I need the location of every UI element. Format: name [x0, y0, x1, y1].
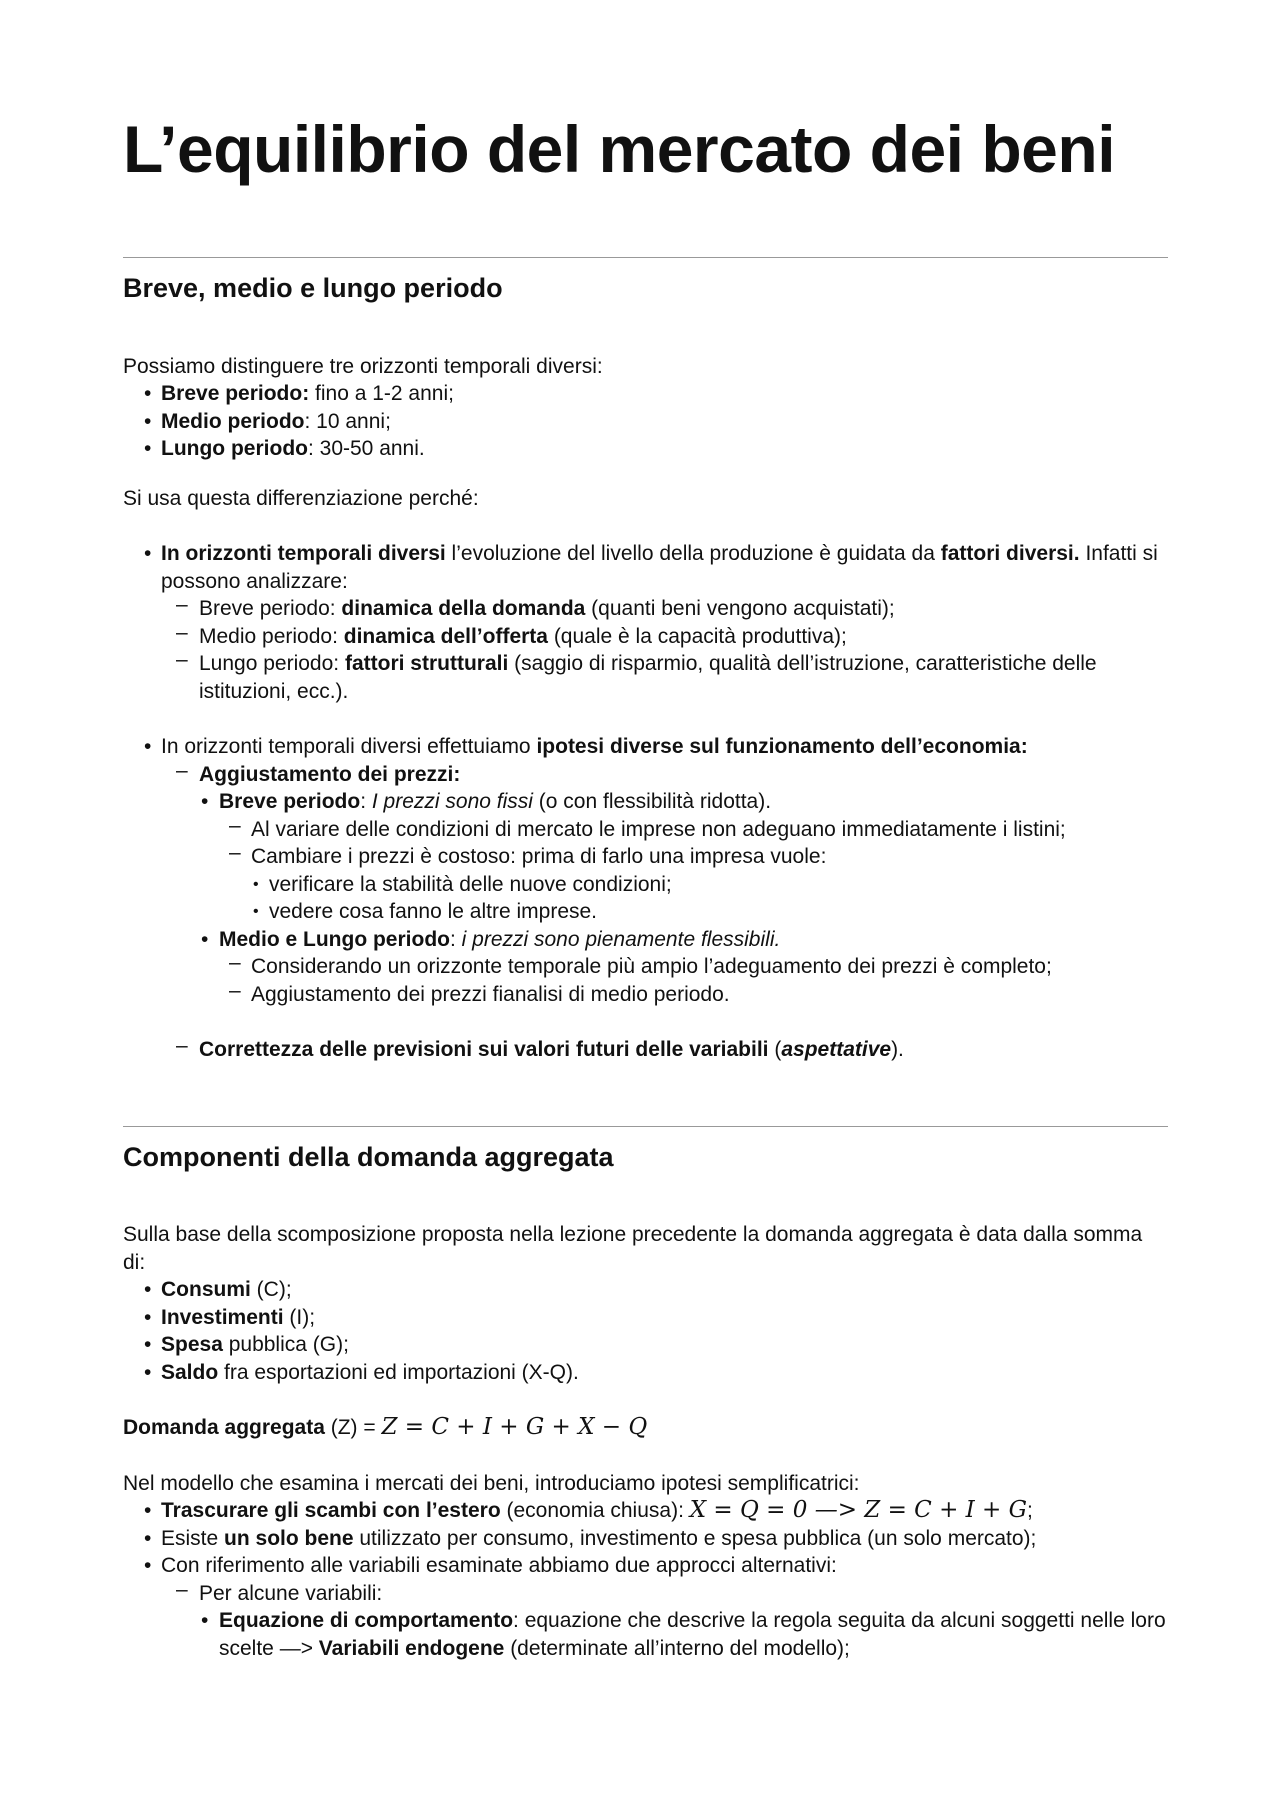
list-item: – Breve periodo: dinamica della domanda (quanti beni vengono acquistati); [161, 595, 1168, 623]
list-item: • Spesa pubblica (G); [123, 1331, 1168, 1359]
model-intro: Nel modello che esamina i mercati dei beni, introduciamo ipotesi semplificatrici: [123, 1471, 860, 1495]
behavior-equation-list [199, 1607, 1168, 1662]
document-content [123, 110, 1168, 1662]
list-item: • Equazione di comportamento: equazione che descrive la regola seguita da alcuni soggetti nelle loro scelte —> Variabili endogene (determinate all’interno del modello); [199, 1607, 1168, 1662]
price-periods-list [199, 788, 1168, 1008]
list-item: – Considerando un orizzonte temporale più ampio l’adeguamento dei prezzi è completo; [219, 953, 1168, 981]
list-item: – Al variare delle condizioni di mercato le imprese non adeguano immediatamente i listini; [219, 816, 1168, 844]
approaches-list [161, 1580, 1168, 1663]
list-item: • In orizzonti temporali diversi l’evoluzione del livello della produzione è guidata da fattori diversi. Infatti si possono analizzare: – Breve periodo: dinamica della domanda (quanti beni vengono acquistati); – Medio periodo: dinamica dell’offerta (quale è la capacità produttiva); – Lungo periodo: fattori strutturali (saggio di risparmio, qualità dell’istruzione, caratteristiche delle istituzioni, ecc.). [123, 540, 1168, 705]
list-item: • Lungo periodo: 30-50 anni. [123, 435, 1168, 463]
section-heading: Componenti della domanda aggregata [123, 1141, 614, 1172]
list-item: • Trascurare gli scambi con l’estero (economia chiusa): X = Q = 0 —> Z = C + I + G; [123, 1497, 1168, 1525]
hypotheses-list [161, 761, 1168, 1064]
list-item: • Consumi (C); [123, 1276, 1168, 1304]
list-item: • Saldo fra esportazioni ed importazioni (X-Q). [123, 1359, 1168, 1387]
medium-period-list [219, 953, 1168, 1008]
closed-economy-formula: X = Q = 0 —> Z = C + I + G [689, 1497, 1028, 1524]
section-divider [123, 1126, 1168, 1127]
list-item: • Con riferimento alle variabili esaminate abbiamo due approcci alternativi: – Per alcune variabili: • Equazione di comportamento: equazione che descrive la regola seguita da alcuni soggetti nelle loro scelte —> Variabili endogene (determinate all’interno del modello); [123, 1552, 1168, 1662]
list-item: – Cambiare i prezzi è costoso: prima di farlo una impresa vuole: • verificare la stabilità delle nuove condizioni; • vedere cosa fanno le altre imprese. [219, 843, 1168, 926]
list-item: – Correttezza delle previsioni sui valori futuri delle variabili (aspettative). [161, 1036, 1168, 1064]
page-title: L’equilibrio del mercato dei beni [123, 112, 1116, 186]
equation-formula: Z = C + I + G + X − Q [381, 1414, 648, 1441]
components-list [123, 1276, 1168, 1386]
why-intro: Si usa questa differenziazione perché: [123, 486, 479, 510]
list-item: • verificare la stabilità delle nuove condizioni; [251, 871, 1168, 899]
list-item: • Breve periodo: I prezzi sono fissi (o con flessibilità ridotta). – Al variare delle condizioni di mercato le imprese non adeguano immediatamente i listini; – Cambiare i prezzi è costoso: prima di farlo una impresa vuole: • verificare la stabilità delle nuove condizioni; • vedere cosa fanno le altre imprese. [199, 788, 1168, 926]
horizons-intro: Possiamo distinguere tre orizzonti temporali diversi: [123, 354, 603, 378]
horizons-list [123, 380, 1168, 463]
list-item: • Breve periodo: fino a 1-2 anni; [123, 380, 1168, 408]
list-item: – Per alcune variabili: • Equazione di comportamento: equazione che descrive la regola seguita da alcuni soggetti nelle loro scelte —> Variabili endogene (determinate all’interno del modello); [161, 1580, 1168, 1663]
section-componenti-domanda [123, 1137, 1168, 1663]
list-item: – Medio periodo: dinamica dell’offerta (quale è la capacità produttiva); [161, 623, 1168, 651]
section-heading: Breve, medio e lungo periodo [123, 273, 503, 304]
section-breve-medio-lungo [123, 268, 1168, 1064]
list-item: • Investimenti (I); [123, 1304, 1168, 1332]
list-item: • vedere cosa fanno le altre imprese. [251, 898, 1168, 926]
firm-checks-list [251, 871, 1168, 926]
assumptions-list [123, 1497, 1168, 1662]
list-item: – Aggiustamento dei prezzi: • Breve periodo: I prezzi sono fissi (o con flessibilità ridotta). – Al variare delle condizioni di mercato le imprese non adeguano immediatamente i listini; – Cambiare i prezzi è costoso: prima di farlo una impresa vuole: • verificare la stabilità delle nuove condizioni; • vedere cosa fanno le altre imprese. • Medio e Lungo periodo: i prezzi sono pienamente flessibili. – Considerando un orizzonte temporale più ampio l’adeguamento dei prezzi è completo; – Aggiustamento dei prezzi fianalisi di medio periodo. [161, 761, 1168, 1009]
list-item: • Esiste un solo bene utilizzato per consumo, investimento e spesa pubblica (un solo mercato); [123, 1525, 1168, 1553]
reasons-list [123, 540, 1168, 1064]
short-period-list [219, 816, 1168, 926]
list-item: • Medio e Lungo periodo: i prezzi sono pienamente flessibili. – Considerando un orizzonte temporale più ampio l’adeguamento dei prezzi è completo; – Aggiustamento dei prezzi fianalisi di medio periodo. [199, 926, 1168, 1009]
components-intro: Sulla base della scomposizione proposta nella lezione precedente la domanda aggregata è data dalla somma di: [123, 1223, 1143, 1274]
list-item: – Lungo periodo: fattori strutturali (saggio di risparmio, qualità dell’istruzione, caratteristiche delle istituzioni, ecc.). [161, 650, 1168, 705]
list-item: • Medio periodo: 10 anni; [123, 408, 1168, 436]
analysis-list [161, 595, 1168, 705]
list-item: – Aggiustamento dei prezzi fianalisi di medio periodo. [219, 981, 1168, 1009]
list-item: • In orizzonti temporali diversi effettuiamo ipotesi diverse sul funzionamento dell’economia: – Aggiustamento dei prezzi: • Breve periodo: I prezzi sono fissi (o con flessibilità ridotta). – Al variare delle condizioni di mercato le imprese non adeguano immediatamente i listini; – Cambiare i prezzi è costoso: prima di farlo una impresa vuole: • verificare la stabilità delle nuove condizioni; • vedere cosa fanno le altre imprese. • Medio e Lungo periodo: i prezzi sono pienamente flessibili. – Considerando un orizzonte temporale più ampio l’adeguamento dei prezzi è completo; – Aggiustamento dei prezzi fianalisi di medio periodo. – Correttezza delle previsioni sui valori futuri delle variabili (aspettative). [123, 733, 1168, 1064]
aggregate-demand-equation: Domanda aggregata (Z) = Z = C + I + G + X − Q [123, 1414, 648, 1441]
section-divider [123, 257, 1168, 258]
